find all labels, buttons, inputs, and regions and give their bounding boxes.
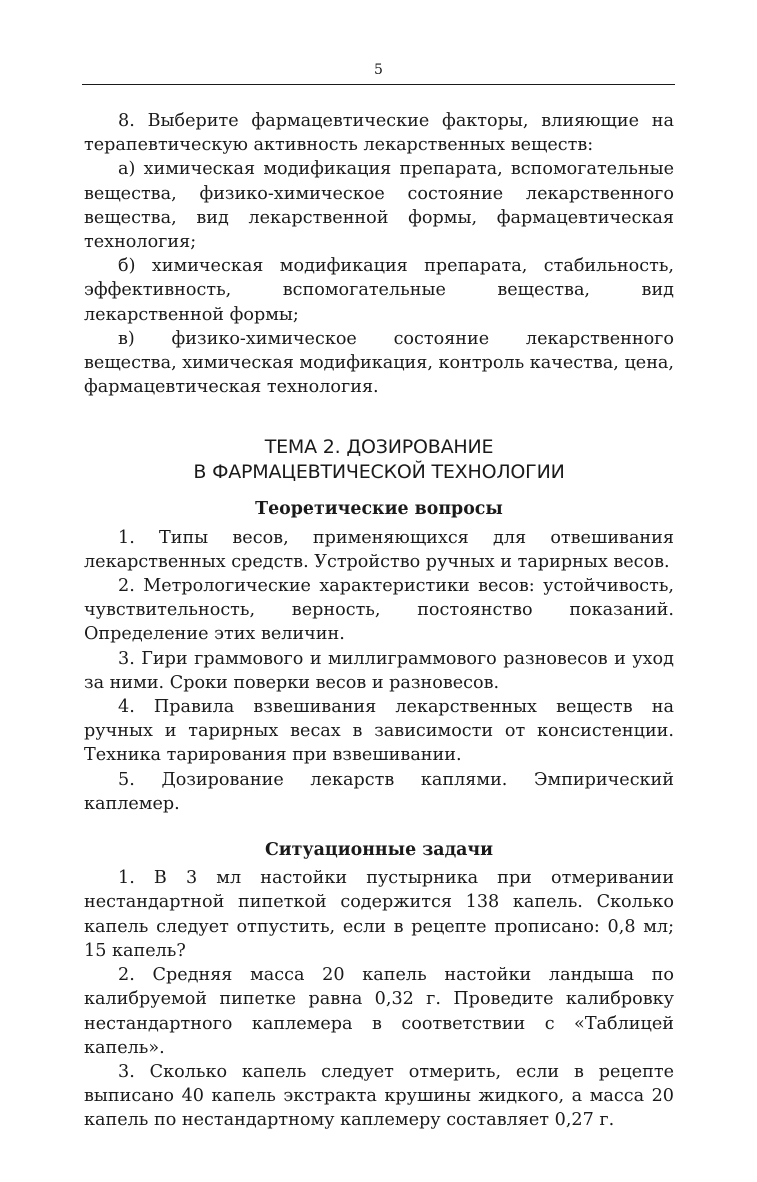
page-number: 5 bbox=[374, 62, 383, 78]
section-title-line-2: В ФАРМАЦЕВТИЧЕСКОЙ ТЕХНОЛОГИИ bbox=[193, 461, 565, 484]
theory-item: 1. Типы весов, применяющихся для отвешивания лекарственных средств. Устройство ручных и тарирных весов. bbox=[84, 527, 674, 572]
answer-option-a: а) химическая модификация препарата, вспомогательные вещества, физико-химическое состояние лекарственного вещества, вид лекарственной формы, фармацевтическая технология; bbox=[84, 159, 674, 253]
theory-heading: Теоретические вопросы bbox=[255, 499, 503, 520]
question-8 bbox=[84, 109, 674, 399]
theory-item: 5. Дозирование лекарств каплями. Эмпирический каплемер. bbox=[84, 769, 674, 814]
question-text: 8. Выберите фармацевтические факторы, влияющие на терапевтическую активность лекарственных веществ: bbox=[84, 111, 674, 156]
theory-item: 3. Гири граммового и миллиграммового разновесов и уход за ними. Сроки поверки весов и разновесов. bbox=[84, 648, 674, 693]
header-rule bbox=[82, 84, 675, 85]
section-title bbox=[84, 435, 674, 485]
section-title-line-1: ТЕМА 2. ДОЗИРОВАНИЕ bbox=[264, 436, 494, 459]
theory-item: 4. Правила взвешивания лекарственных веществ на ручных и тарирных весах в зависимости от консистенции. Техника тарирования при взвешивании. bbox=[84, 697, 674, 766]
task-item: 3. Сколько капель следует отмерить, если в рецепте выписано 40 капель экстракта крушины жидкого, а масса 20 капель по нестандартному каплемеру составляет 0,27 г. bbox=[84, 1061, 674, 1131]
answer-option-c: в) физико-химическое состояние лекарственного вещества, химическая модификация, контроль качества, цена, фармацевтическая технология. bbox=[84, 328, 675, 398]
tasks-list bbox=[84, 866, 674, 1132]
tasks-heading: Ситуационные задачи bbox=[264, 840, 494, 861]
theory-list bbox=[84, 526, 674, 816]
task-item: 2. Средняя масса 20 капель настойки ландыша по калибруемой пипетке равна 0,32 г. Проведите калибровку нестандартного каплемера в соответствии с «Таблицей капель». bbox=[84, 965, 674, 1058]
task-item: 1. В 3 мл настойки пустырника при отмеривании нестандартной пипеткой содержится 138 капель. Сколько капель следует отпустить, если в рецепте прописано: 0,8 мл; 15 капель? bbox=[84, 868, 674, 961]
answer-option-b: б) химическая модификация препарата, стабильность, эффективность, вспомогательные вещества, вид лекарственной формы; bbox=[84, 256, 674, 325]
theory-item: 2. Метрологические характеристики весов: устойчивость, чувствительность, верность, постоянство показаний. Определение этих величин. bbox=[84, 576, 674, 645]
page-content bbox=[84, 109, 674, 1133]
